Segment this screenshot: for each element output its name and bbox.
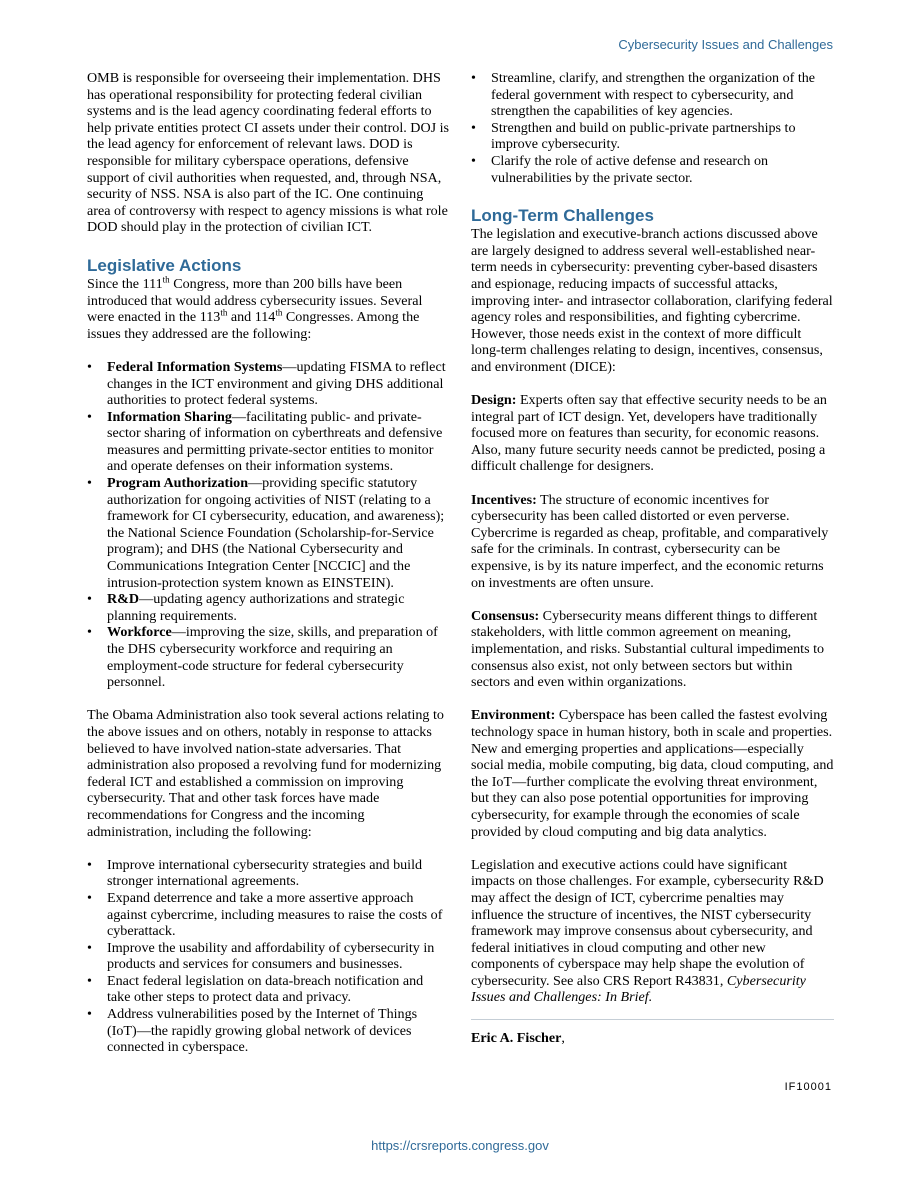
list-item: • Address vulnerabilities posed by the Internet of Things (IoT)—the rapidly growing global network of devices connected in cyberspace. <box>87 1006 418 1056</box>
right-column <box>471 70 834 1047</box>
incentives-paragraph: Incentives: The structure of economic incentives for cybersecurity has been called distorted or even perverse. Cybercrime is regarded as cheap, profitable, and comparatively safe for the criminals. In contrast, cybersecurity can be expensive, is by its nature imperfect, and the economic returns on investments are often unsure. <box>471 491 829 591</box>
author-divider <box>471 1019 834 1020</box>
list-item: • Workforce—improving the size, skills, and preparation of the DHS cybersecurity workforce and requiring an employment-code structure for federal cybersecurity personnel. <box>87 624 438 691</box>
bullet-icon: • <box>87 972 92 989</box>
document-id: IF10001 <box>784 1081 832 1093</box>
list-item: • Improve international cybersecurity strategies and build stronger international agreements. <box>87 856 423 890</box>
author-line: Eric A. Fischer, <box>471 1030 565 1047</box>
legislative-actions-heading: Legislative Actions <box>87 255 242 275</box>
recommendations-list-continued <box>471 70 834 186</box>
list-item: • Information Sharing—facilitating public- and private-sector sharing of information on cyberthreats and defensive measures and permitting private-sector entities to monitor and operate defenses on their information systems. <box>87 408 443 475</box>
list-item: • Strengthen and build on public-private partnerships to improve cybersecurity. <box>471 119 796 153</box>
design-paragraph: Design: Experts often say that effective security needs to be an integral part of ICT design. Yet, developers have traditionally focused more on features than security, for economic reasons. Also, many future security needs cannot be predicted, posing a difficult challenge for designers. <box>471 392 827 475</box>
legislative-intro-paragraph: Since the 111th Congress, more than 200 bills have been introduced that would address cybersecurity issues. Several were enacted in the 113th and 114th Congresses. Among the issues they addressed are the following: <box>87 274 423 342</box>
list-item: • Streamline, clarify, and strengthen the organization of the federal government with respect to cybersecurity, and strengthen the capabilities of key agencies. <box>471 70 816 120</box>
bullet-icon: • <box>87 475 92 492</box>
recommendations-list <box>87 857 450 1056</box>
long-term-challenges-heading: Long-Term Challenges <box>471 206 654 226</box>
bullet-icon: • <box>471 152 476 169</box>
bullet-icon: • <box>87 1006 92 1023</box>
long-term-intro-paragraph: The legislation and executive-branch actions discussed above are largely designed to address several well-established near-term needs in cybersecurity: preventing cyber-based disasters and espionage, reducing impacts of successful attacks, improving inter- and intrasector collaboration, clarifying federal agency roles and responsibilities, and fighting cybercrime. However, those needs exist in the context of more difficult long-term challenges relating to design, incentives, consensus, and environment (DICE): <box>471 226 833 375</box>
left-column <box>87 70 450 1056</box>
list-item: • Program Authorization—providing specific statutory authorization for ongoing activities of NIST (relating to a framework for CI cybersecurity, education, and awareness); the National Science Foundation (Scholarship-for-Service program); and DHS (the National Cybersecurity and Communications Integration Center [NCCIC] and the intrusion-protection system known as EINSTEIN). <box>87 475 445 591</box>
report-title: Cybersecurity Issues and Challenges: In Brief. <box>471 972 806 1006</box>
bullet-icon: • <box>87 591 92 608</box>
bullet-icon: • <box>87 889 92 906</box>
running-header: Cybersecurity Issues and Challenges <box>618 37 833 52</box>
bullet-icon: • <box>87 408 92 425</box>
bullet-icon: • <box>87 624 92 641</box>
bullet-icon: • <box>87 358 92 375</box>
consensus-paragraph: Consensus: Cybersecurity means different things to different stakeholders, with little common agreement on meaning, implementation, and risks. Substantial cultural impediments to consensus also exist, not only between sectors but within sectors and even within organizations. <box>471 607 825 691</box>
obama-administration-paragraph: The Obama Administration also took several actions relating to the above issues and on others, notably in response to attacks believed to have involved nation-state adversaries. That administration also proposed a revolving fund for modernizing federal ICT and established a commission on improving cybersecurity. That and other task forces have made recommendations for Congress and the incoming administration, including the following: <box>87 707 444 840</box>
author-name: Eric A. Fischer <box>471 1030 562 1047</box>
bullet-icon: • <box>471 119 476 136</box>
list-item: • Enact federal legislation on data-breach notification and take other steps to protect data and privacy. <box>87 972 424 1006</box>
list-item: • Federal Information Systems—updating FISMA to reflect changes in the ICT environment and giving DHS additional authorities to protect federal systems. <box>87 358 446 409</box>
list-item: • Clarify the role of active defense and research on vulnerabilities by the private sector. <box>471 152 769 186</box>
issues-list <box>87 359 450 691</box>
bullet-icon: • <box>87 939 92 956</box>
bullet-icon: • <box>471 70 476 86</box>
closing-paragraph: Legislation and executive actions could have significant impacts on those challenges. For example, cybersecurity R&D may affect the design of ICT, cybercrime penalties may influence the structure of incentives, the NIST cybersecurity framework may improve consensus about cybersecurity, and federal initiatives in cloud computing and other new components of cyberspace may help shape the evolution of cybersecurity. See also CRS Report R43831, Cybersecurity Issues and Challenges: In Brief. <box>471 856 824 1006</box>
environment-paragraph: Environment: Cyberspace has been called the fastest evolving technology space in human history, both in scale and properties. New and emerging properties and applications—especially social media, mobile computing, big data, cloud computing, and the IoT—further complicate the evolving threat environment, but they can also pose potential opportunities for improving cybersecurity, for example through the economies of scale provided by cloud computing and big data analytics. <box>471 707 834 840</box>
footer-url-link[interactable]: https://crsreports.congress.gov <box>371 1138 549 1153</box>
list-item: • Expand deterrence and take a more assertive approach against cybercrime, including measures to raise the costs of cyberattack. <box>87 889 443 940</box>
bullet-icon: • <box>87 856 92 873</box>
list-item: • Improve the usability and affordability of cybersecurity in products and services for consumers and businesses. <box>87 939 435 973</box>
intro-paragraph: OMB is responsible for overseeing their implementation. DHS has operational responsibility for protecting federal civilian systems and is the lead agency coordinating federal efforts to help private entities protect CI assets under their control. DOJ is the lead agency for enforcement of relevant laws. DOD is responsible for military cyberspace operations, defensive support of civil authorities when requested, and, through NSA, security of NSS. NSA is also part of the IC. One continuing area of controversy with respect to agency missions is what role DOD should play in the protection of civilian ICT. <box>87 70 450 236</box>
list-item: • R&D—updating agency authorizations and strategic planning requirements. <box>87 591 405 624</box>
